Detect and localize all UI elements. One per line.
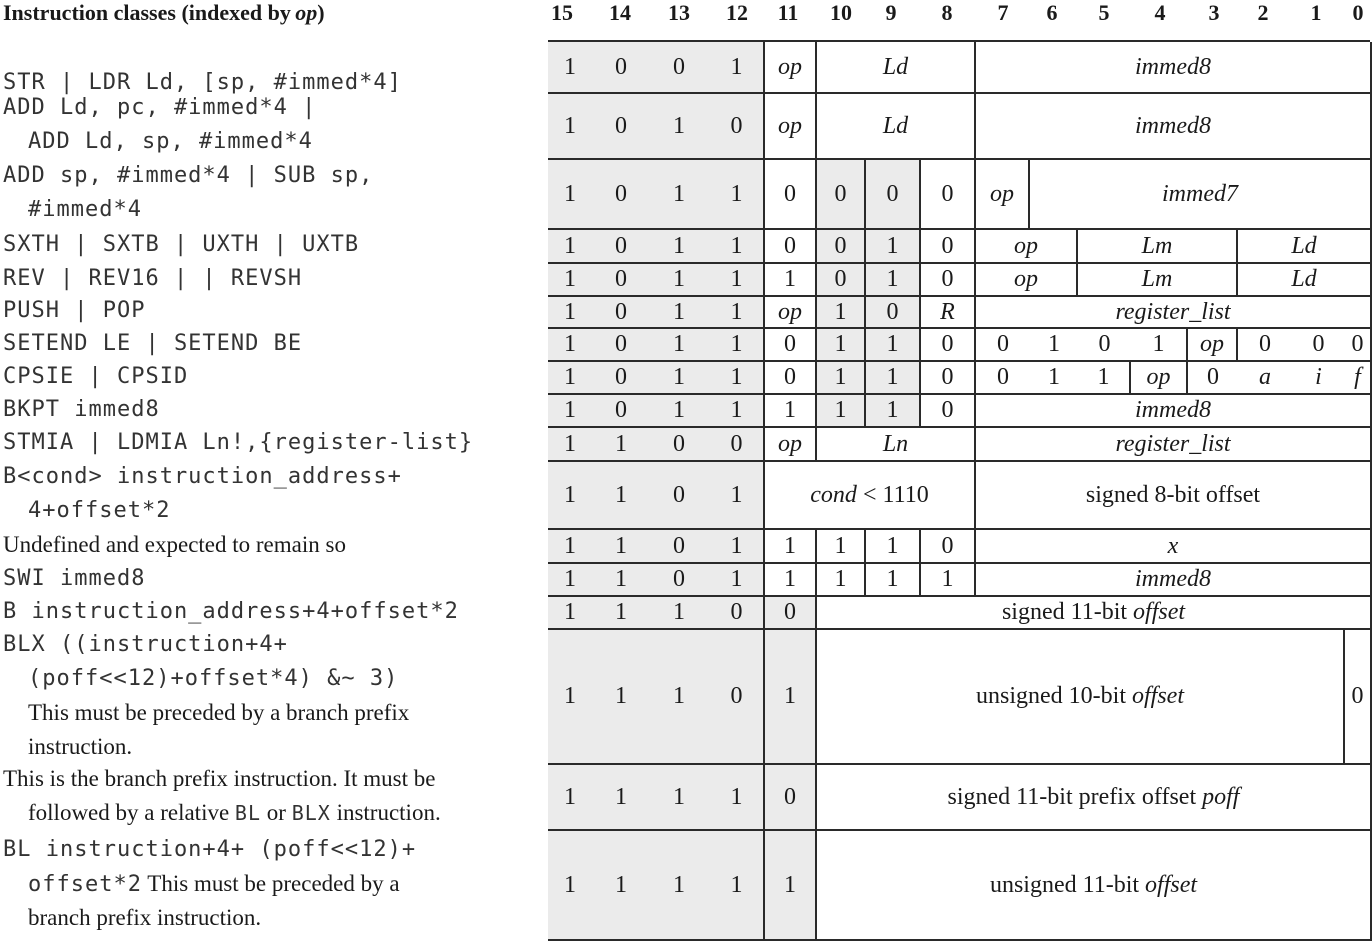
bit-value: 0 [765,765,817,831]
label-line [3,125,543,159]
field-f [1345,362,1372,395]
bit-value: 0 [615,232,627,259]
bit-value: 1 [730,871,743,898]
label-line [3,628,543,662]
bit-value: 1 [615,430,627,457]
label-text: PUSH | POP [3,298,146,323]
encoding-grid [548,40,1370,939]
bit-number-15: 15 [551,0,573,25]
bit-value: 0 [615,364,627,390]
field-op [976,230,1078,264]
instruction-label [3,426,543,460]
bit-value: 1 [730,566,743,592]
label-text: This must be preceded by a branch prefix [28,699,410,725]
field-label: op [778,53,802,80]
field-ld [1238,264,1372,297]
bit-value: 1 [564,397,576,423]
label-text: ADD sp, #immed*4 | SUB sp, [3,163,374,188]
bit-value: 0 [673,566,685,592]
label-line [3,528,543,562]
bit-value: 1 [817,362,866,395]
bit-value: 0 [1188,362,1238,395]
bit-number-0: 0 [1352,0,1364,25]
instruction-label [3,294,543,328]
bit-value: 1 [730,364,743,390]
field-lm [1078,230,1238,264]
label-line [3,262,543,296]
label-line [3,327,543,361]
label-text: BLX ((instruction+4+ [3,631,288,657]
label-line [3,228,543,262]
field-cond [765,462,976,530]
label-text: Undefined and expected to remain so [3,532,346,557]
bit-value: 1 [564,331,576,357]
bit-value: 1 [1030,362,1078,395]
field-label: signed 11-bit [1001,599,1134,625]
bit-value: 0 [673,481,685,508]
bit-value: 1 [564,364,576,390]
field-label: op [990,180,1014,207]
instruction-label [3,262,543,296]
bit-value: 1 [564,871,576,898]
field-label: Ld [1291,266,1317,292]
field-unsigned-11-bit [817,831,1372,941]
bit-number-14: 14 [609,0,631,25]
label-text: B instruction_address+4+offset*2 [3,598,459,624]
label-text: This is the branch prefix instruction. It must be [3,766,436,791]
bit-number-8: 8 [941,0,953,25]
bit-value: 1 [866,264,921,297]
label-line [3,91,543,125]
label-text: SXTH | SXTB | UXTH | UXTB [3,232,360,257]
bit-value: 0 [615,180,627,207]
label-fragment: or [261,800,292,825]
field-label: R [940,298,955,325]
field-label: Lm [1141,232,1173,259]
label-text: #immed*4 [28,197,142,222]
bit-value: 1 [921,564,976,597]
bit-value: 0 [730,112,743,139]
bit-value: 1 [730,331,743,357]
field-label: unsigned 11-bit [989,871,1146,898]
field-label: Ld [882,112,909,139]
bit-value: 0 [765,597,817,630]
field-label: signed 11-bit prefix offset [947,783,1203,810]
label-text: ADD Ld, pc, #immed*4 | [3,95,317,120]
bit-value: 1 [673,364,685,390]
bit-value: 1 [765,395,817,428]
label-line [3,730,543,764]
field-label-emph: offset [1133,599,1186,625]
label-text: BKPT immed8 [3,396,160,422]
field-lm [1078,264,1238,297]
field-unsigned-10-bit [817,630,1345,765]
field-label: Ld [1291,232,1317,259]
label-fragment: instruction. [330,800,441,825]
label-text: STMIA | LDMIA Ln!,{register-list} [3,430,474,455]
field-label-emph: offset [1132,683,1184,709]
bit-value: 1 [730,266,743,292]
instruction-label [3,595,543,629]
label-fragment: BL [234,801,262,825]
field-label: op [1200,331,1224,357]
bit-value: 1 [866,230,921,264]
field-label: immed8 [1135,397,1211,423]
title-text: Instruction classes (indexed by [3,0,291,25]
field-label-emph: poff [1202,783,1240,810]
bit-value: 1 [817,564,866,597]
bit-value: 1 [673,298,685,325]
field-a [1238,362,1292,395]
label-text: (poff<<12)+offset*4) &~ 3) [28,665,399,691]
bit-value: 1 [673,871,685,898]
field-label: register_list [1115,430,1231,457]
bit-number-6: 6 [1046,0,1058,25]
bit-value: 0 [615,298,627,325]
bit-value: 1 [1131,329,1188,362]
bit-value: 0 [615,331,627,357]
label-line [3,796,543,830]
field-op [765,94,817,160]
label-line [3,833,543,867]
label-text: offset*2 [28,872,142,897]
field-label: unsigned 10-bit [976,683,1132,709]
bit-value: 1 [673,266,685,292]
bit-number-10: 10 [830,0,852,25]
bit-value: 0 [673,53,685,80]
bit-value: 0 [921,160,976,230]
field-label: register_list [1115,298,1231,325]
field-x [976,530,1372,564]
table-title [3,0,325,28]
label-text: 4+offset*2 [28,498,171,523]
field-label: f [1354,364,1361,390]
bit-value: 0 [1292,329,1345,362]
bit-value: 1 [765,264,817,297]
label-line [3,294,543,328]
bit-value: 0 [730,683,743,709]
bit-value: 1 [615,532,627,559]
bit-value: 0 [765,230,817,264]
field-label: op [1014,232,1038,259]
label-text: instruction. [28,733,133,759]
bit-value: 0 [673,430,685,457]
bit-value: 0 [921,530,976,564]
field-ld [817,94,976,160]
bit-value: 0 [765,362,817,395]
field-label: op [778,430,802,457]
field-immed8 [976,94,1372,160]
bit-value: 0 [866,160,921,230]
bit-value: 0 [765,160,817,230]
bit-value: 1 [817,395,866,428]
instruction-label [3,528,543,562]
label-line [3,562,543,596]
bit-value: 1 [564,298,576,325]
bit-value: 1 [564,53,576,80]
bit-value: 1 [564,599,576,625]
field-op [765,42,817,94]
field-op [976,160,1030,230]
label-line [3,460,543,494]
instruction-label [3,393,543,427]
label-line [3,901,543,935]
label-text: STR | LDR Ld, [sp, #immed*4] [3,70,402,95]
bit-value: 1 [817,329,866,362]
bit-value: 1 [615,783,627,810]
field-label: Ln [882,430,909,457]
bit-value: 1 [673,180,685,207]
bit-value: 1 [673,599,685,625]
bit-number-4: 4 [1154,0,1166,25]
bit-value: 1 [730,232,743,259]
field-label: a [1259,364,1271,390]
bit-value: 1 [673,112,685,139]
label-text: branch prefix instruction. [28,905,262,930]
bit-value: 0 [1238,329,1292,362]
instruction-label [3,91,543,159]
label-fragment: BLX [291,801,331,825]
field-signed-8-bit-offset [976,462,1372,530]
field-register-list [976,297,1372,329]
field-ld [817,42,976,94]
bit-value: 0 [976,362,1030,395]
label-line [3,193,543,227]
field-immed8 [976,564,1372,597]
bit-value: 0 [673,532,685,559]
bit-value: 1 [615,599,627,625]
bit-value: 1 [866,564,921,597]
instruction-label [3,833,543,935]
field-i [1292,362,1345,395]
field-signed-11-bit [817,597,1372,630]
bit-value: 1 [866,530,921,564]
label-text: SWI immed8 [3,565,146,591]
bit-value: 1 [564,232,576,259]
bit-value: 0 [817,160,866,230]
bit-value: 1 [673,783,685,810]
bit-value: 0 [615,53,627,80]
instruction-label [3,327,543,361]
bit-value: 0 [615,112,627,139]
label-text: B<cond> instruction_address+ [3,464,402,489]
title-op: op [295,0,318,25]
field-label: Ld [882,53,909,80]
bit-value: 0 [817,264,866,297]
bit-number-12: 12 [726,0,748,25]
label-line [3,494,543,528]
bit-value: 1 [564,683,576,709]
field-op [765,428,817,462]
bit-value: 1 [1078,362,1131,395]
field-label: op [778,112,802,139]
field-label: cond [810,481,857,508]
bit-value: 0 [615,266,627,292]
field-label: immed8 [1135,112,1211,139]
field-signed-11-bit-prefix-offset [817,765,1372,831]
bit-value: 0 [730,430,743,457]
field-label: immed8 [1135,566,1211,592]
label-line [3,159,543,193]
label-text: ADD Ld, sp, #immed*4 [28,129,313,154]
bit-value: 1 [564,266,576,292]
bit-value: 1 [765,564,817,597]
bit-value: 0 [976,329,1030,362]
bit-value: 1 [730,180,743,207]
field-label: op [778,298,802,325]
label-line [3,393,543,427]
bit-value: 1 [564,532,576,559]
field-label: Lm [1141,266,1173,292]
label-text: followed by a relative [28,800,235,825]
bit-value: 0 [730,599,743,625]
bit-number-3: 3 [1208,0,1220,25]
bit-value: 0 [1345,630,1372,765]
label-text: SETEND LE | SETEND BE [3,330,303,356]
bit-value: 1 [564,180,576,207]
bit-value: 1 [564,481,576,508]
field-label: immed8 [1135,53,1211,80]
instruction-label [3,460,543,528]
bit-value: 1 [1030,329,1078,362]
bit-number-5: 5 [1098,0,1110,25]
field-op [1188,329,1238,362]
bit-value: 1 [564,566,576,592]
bit-value: 1 [730,397,743,423]
bit-value: 0 [921,329,976,362]
bit-value: 0 [1078,329,1131,362]
bit-value: 0 [765,329,817,362]
bit-value: 1 [730,53,743,80]
instruction-label [3,228,543,262]
field-op [1131,362,1188,395]
bit-number-7: 7 [997,0,1009,25]
label-text: REV | REV16 | | REVSH [3,265,303,291]
field-op [765,297,817,329]
bit-value: 1 [673,397,685,423]
bit-value: 1 [730,298,743,325]
field-register-list [976,428,1372,462]
bit-value: 1 [765,630,817,765]
instruction-label [3,360,543,394]
bit-value: 0 [817,230,866,264]
bit-value: 1 [866,329,921,362]
field-immed8 [976,395,1372,428]
field-label: op [1014,266,1038,292]
field-label-rest: < 1110 [856,481,929,508]
field-r [921,297,976,329]
field-label: x [1167,532,1179,559]
label-line [3,762,543,796]
bit-value: 0 [921,395,976,428]
label-text: BL instruction+4+ (poff<<12)+ [3,837,417,862]
bit-number-1: 1 [1310,0,1322,25]
field-ld [1238,230,1372,264]
bit-value: 1 [673,683,685,709]
bit-value: 1 [673,232,685,259]
label-line [3,360,543,394]
bit-value: 1 [564,112,576,139]
bit-value: 0 [921,264,976,297]
bit-value: 1 [765,530,817,564]
field-op [976,264,1078,297]
label-note: This must be preceded by a [141,871,400,896]
field-label: immed7 [1162,180,1238,207]
bit-value: 1 [765,831,817,941]
bit-value: 1 [564,430,576,457]
bit-value: 0 [1345,329,1372,362]
label-line [3,662,543,696]
bit-value: 0 [921,230,976,264]
instruction-label [3,562,543,596]
bit-value: 1 [866,395,921,428]
bit-value: 1 [615,566,627,592]
bit-value: 1 [615,871,627,898]
bit-value: 1 [817,297,866,329]
label-line [3,696,543,730]
field-label: i [1315,364,1322,390]
field-immed7 [1030,160,1372,230]
field-label: op [1146,364,1171,390]
field-immed8 [976,42,1372,94]
label-line [3,426,543,460]
bit-value: 1 [730,783,743,810]
bit-number-2: 2 [1257,0,1269,25]
bit-value: 0 [921,362,976,395]
bit-value: 1 [817,530,866,564]
instruction-label [3,159,543,227]
bit-value: 1 [730,532,743,559]
bit-value: 1 [615,481,627,508]
bit-value: 0 [866,297,921,329]
bit-number-13: 13 [668,0,690,25]
field-ln [817,428,976,462]
field-label: signed 8-bit offset [1085,481,1261,508]
instruction-label [3,628,543,764]
label-text: CPSIE | CPSID [3,363,189,389]
bit-value: 1 [673,331,685,357]
title-close: ) [317,0,325,25]
bit-value: 1 [730,481,743,508]
bit-value: 1 [615,683,627,709]
label-line [3,595,543,629]
bit-value: 1 [564,783,576,810]
bit-value: 1 [866,362,921,395]
label-line [3,867,543,901]
instruction-label [3,762,543,830]
bit-number-9: 9 [885,0,897,25]
field-label-emph: offset [1145,871,1198,898]
bit-value: 0 [615,397,627,423]
bit-number-11: 11 [777,0,799,25]
